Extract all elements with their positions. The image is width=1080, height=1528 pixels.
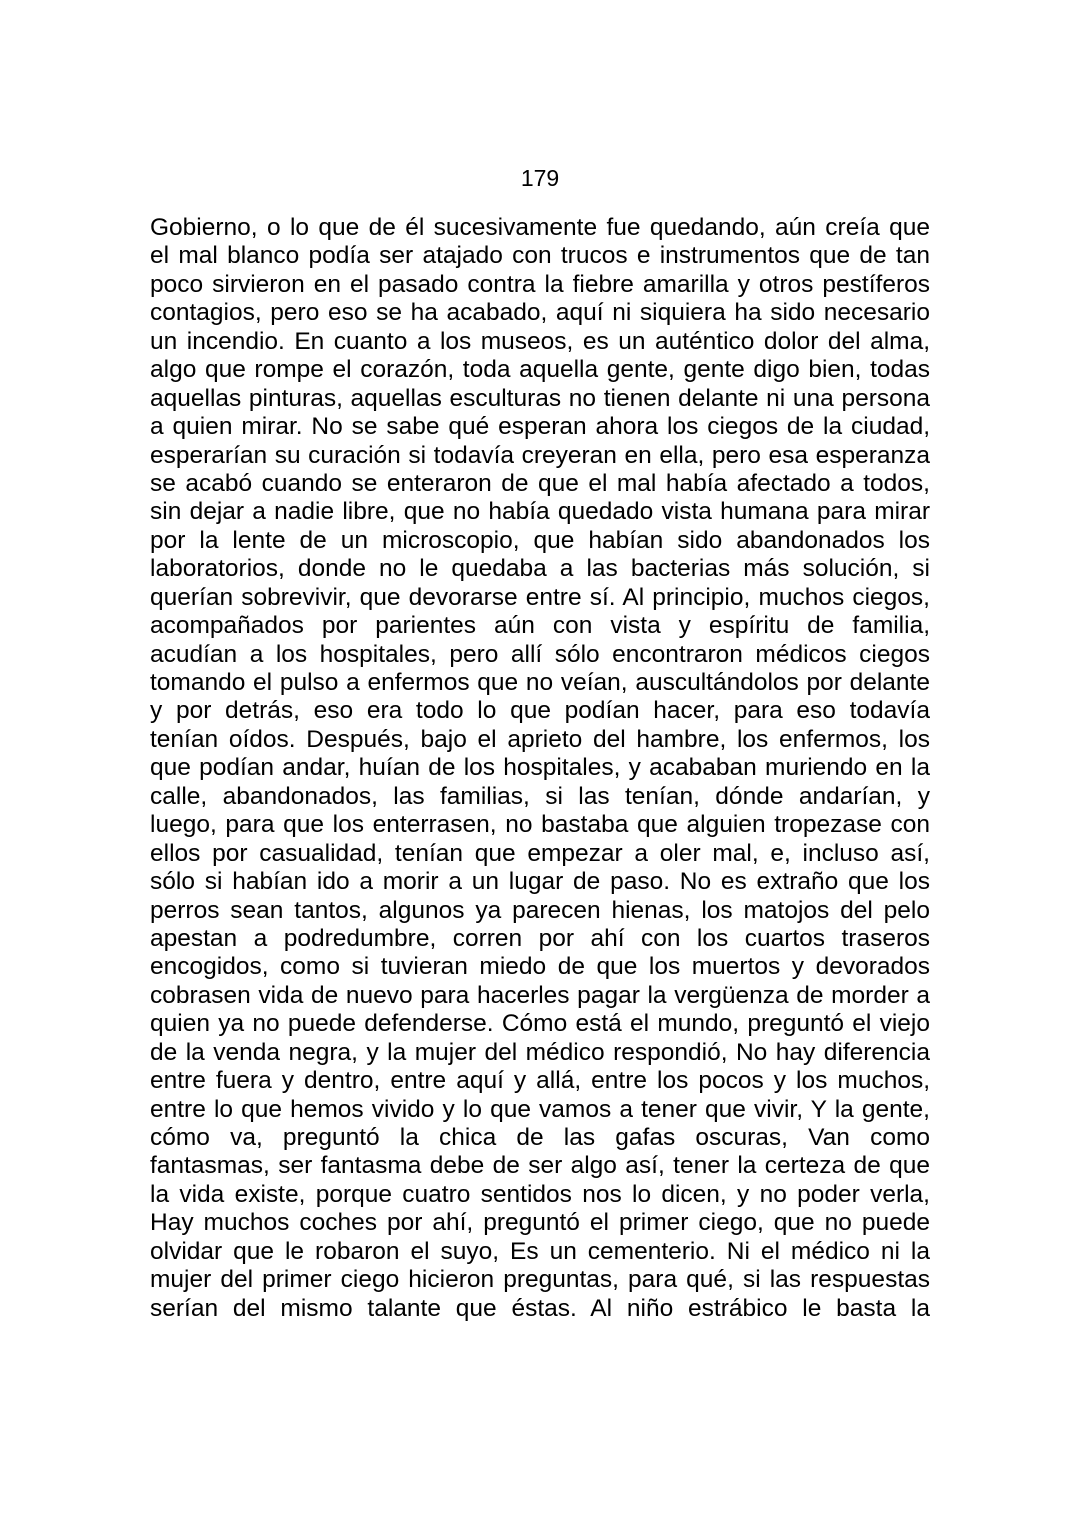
text-line: se acabó cuando se enteraron de que el mal había afectado a todos,	[150, 469, 930, 497]
text-line: luego, para que los enterrasen, no bastaba que alguien tropezase con	[150, 811, 930, 839]
text-line: laboratorios, donde no le quedaba a las bacterias más solución, si	[150, 555, 930, 583]
text-line: entre lo que hemos vivido y lo que vamos a tener que vivir, Y la gente,	[150, 1095, 930, 1123]
text-line: contagios, pero eso se ha acabado, aquí ni siquiera ha sido necesario	[150, 299, 930, 327]
text-line: poco sirvieron en el pasado contra la fiebre amarilla y otros pestíferos	[150, 270, 930, 298]
text-line: tomando el pulso a enfermos que no veían, auscultándolos por delante	[150, 669, 930, 696]
text-line: acudían a los hospitales, pero allí sólo encontraron médicos ciegos	[150, 640, 930, 668]
text-line: quien ya no puede defenderse. Cómo está el mundo, preguntó el viejo	[150, 1010, 930, 1038]
text-line: esperarían su curación si todavía creyeran en ella, pero esa esperanza	[150, 441, 930, 469]
text-line: serían del mismo talante que éstas. Al niño estrábico le basta la	[150, 1294, 930, 1322]
text-line: sin dejar a nadie libre, que no había quedado vista humana para mirar	[150, 498, 930, 526]
text-line: cómo va, preguntó la chica de las gafas oscuras, Van como	[150, 1124, 930, 1151]
text-line: ellos por casualidad, tenían que empezar a oler mal, e, incluso así,	[150, 839, 930, 867]
text-line: de la venda negra, y la mujer del médico respondió, No hay diferencia	[150, 1038, 930, 1066]
text-line: mujer del primer ciego hicieron preguntas, para qué, si las respuestas	[150, 1266, 930, 1294]
text-line: el mal blanco podía ser atajado con trucos e instrumentos que de tan	[150, 242, 930, 270]
text-line: cobrasen vida de nuevo para hacerles pagar la vergüenza de morder a	[150, 981, 930, 1009]
text-line: acompañados por parientes aún con vista y espíritu de familia,	[150, 612, 930, 640]
text-line: tenían oídos. Después, bajo el aprieto del hambre, los enfermos, los	[150, 725, 930, 753]
text-line: entre fuera y dentro, entre aquí y allá, entre los pocos y los muchos,	[150, 1067, 930, 1095]
text-line: querían sobrevivir, que devorarse entre sí. Al principio, muchos ciegos,	[150, 583, 930, 611]
text-line: la vida existe, porque cuatro sentidos nos lo dicen, y no poder verla,	[150, 1180, 930, 1208]
text-line: aquellas pinturas, aquellas esculturas no tienen delante ni una persona	[150, 384, 930, 412]
text-line: sólo si habían ido a morir a un lugar de paso. No es extraño que los	[150, 868, 930, 896]
page-number: 179	[520, 165, 560, 191]
text-line: que podían andar, huían de los hospitales, y acababan muriendo en la	[150, 754, 930, 782]
text-line: calle, abandonados, las familias, si las tenían, dónde andarían, y	[150, 782, 930, 810]
body-text	[150, 214, 930, 1323]
text-line: algo que rompe el corazón, toda aquella gente, gente digo bien, todas	[150, 356, 930, 384]
text-line: fantasmas, ser fantasma debe de ser algo así, tener la certeza de que	[150, 1152, 930, 1180]
text-line: Hay muchos coches por ahí, preguntó el primer ciego, que no puede	[150, 1209, 930, 1237]
text-line: olvidar que le robaron el suyo, Es un cementerio. Ni el médico ni la	[150, 1237, 930, 1265]
text-line: encogidos, como si tuvieran miedo de que los muertos y devorados	[150, 953, 930, 981]
text-line: perros sean tantos, algunos ya parecen hienas, los matojos del pelo	[150, 896, 930, 924]
text-line: y por detrás, eso era todo lo que podían hacer, para eso todavía	[150, 697, 930, 725]
text-line: apestan a podredumbre, corren por ahí con los cuartos traseros	[150, 924, 930, 952]
text-line: un incendio. En cuanto a los museos, es un auténtico dolor del alma,	[150, 327, 930, 355]
text-line: a quien mirar. No se sabe qué esperan ahora los ciegos de la ciudad,	[150, 413, 930, 441]
text-line: Gobierno, o lo que de él sucesivamente fue quedando, aún creía que	[150, 214, 930, 241]
text-line: por la lente de un microscopio, que habían sido abandonados los	[150, 526, 930, 554]
